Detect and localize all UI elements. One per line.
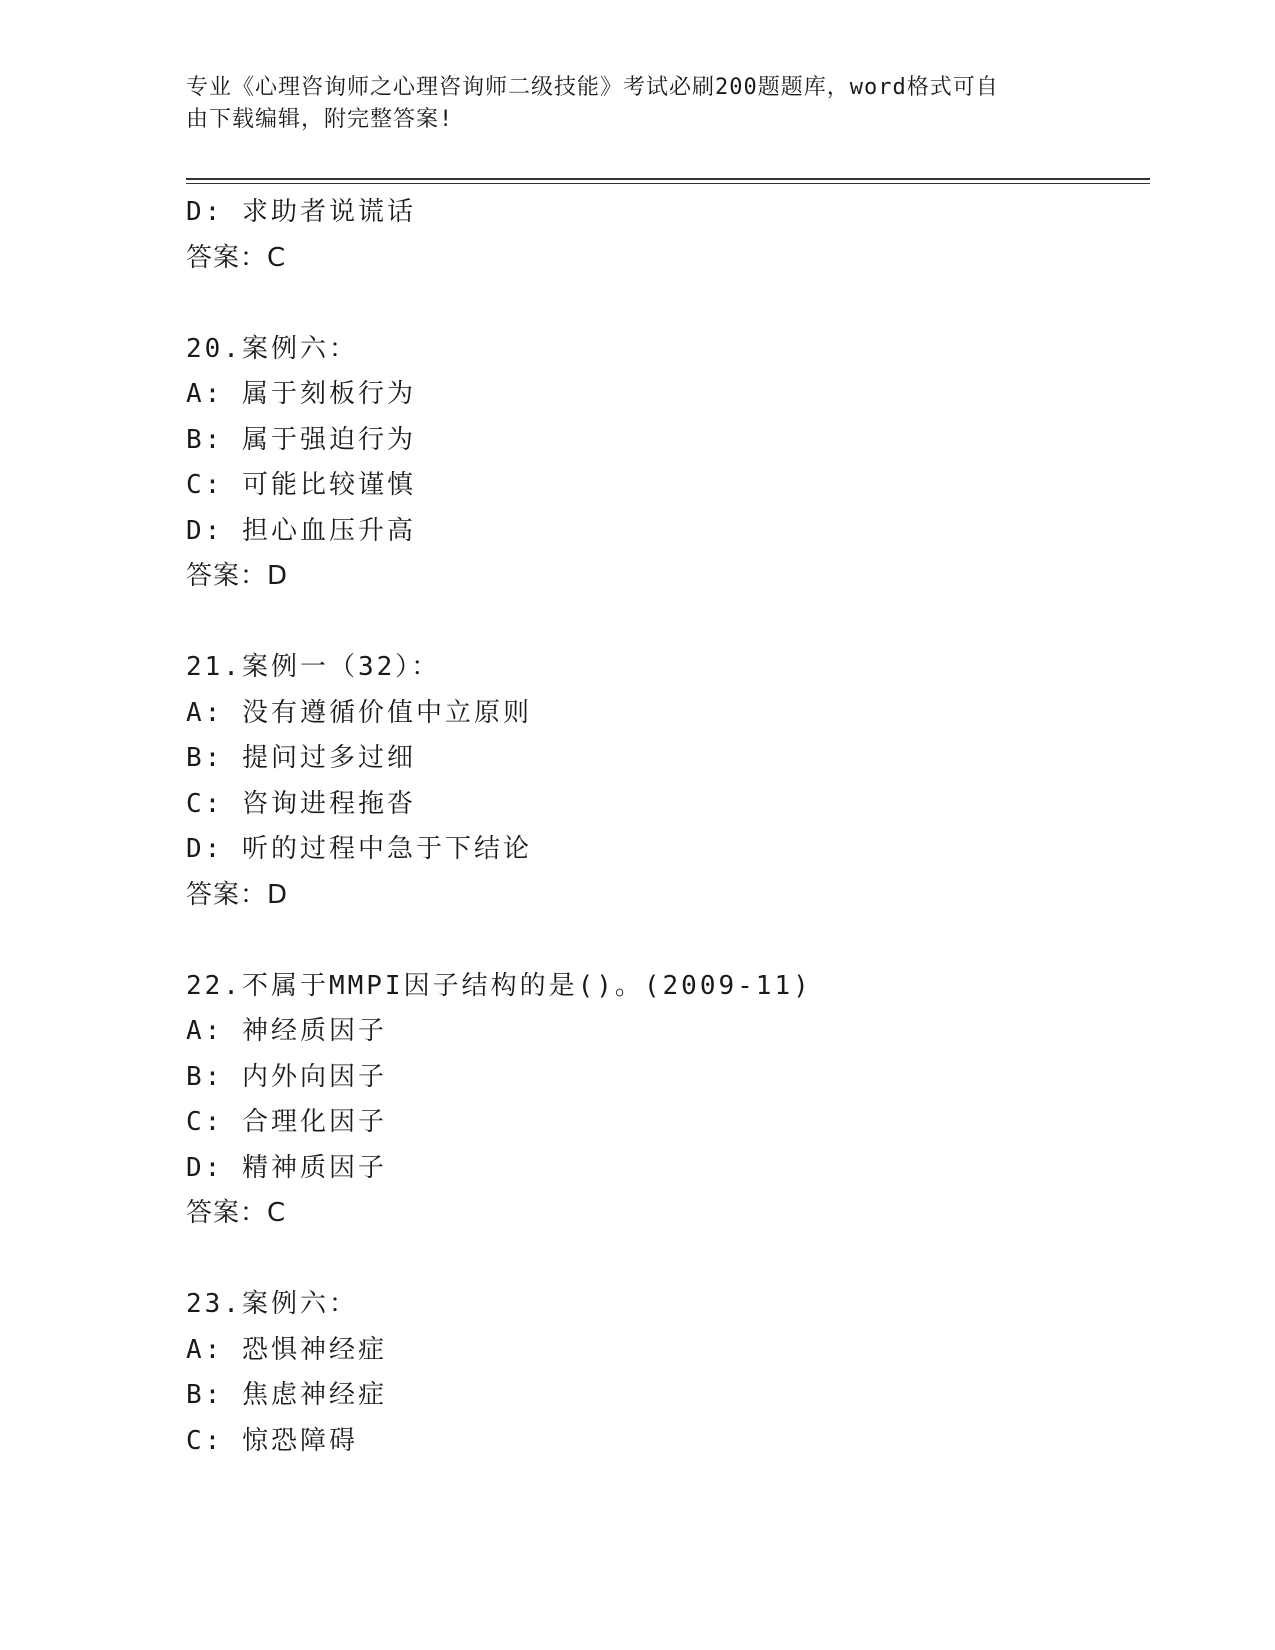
question-stem: 21.案例一（32）： — [186, 652, 441, 682]
option-a: A: 没有遵循价值中立原则 — [186, 697, 532, 728]
question-stem: 20.案例六： — [186, 333, 358, 364]
question-stem: 23.案例六： — [186, 1289, 358, 1319]
option-d: D: 精神质因子 — [186, 1152, 387, 1183]
option-d: D: 听的过程中急于下结论 — [186, 834, 532, 864]
option-d: D: 求助者说谎话 — [186, 197, 416, 227]
header-line-1: 专业《心理咨询师之心理咨询师二级技能》考试必刷200题题库，word格式可自 — [186, 75, 999, 100]
option-c: C: 可能比较谨慎 — [186, 470, 416, 500]
option-a: A: 恐惧神经症 — [186, 1334, 387, 1365]
option-d: D: 担心血压升高 — [186, 515, 416, 546]
question-stem: 22.不属于MMPI因子结构的是()。(2009-11) — [186, 970, 812, 1001]
option-b: B: 属于强迫行为 — [186, 424, 416, 455]
option-b: B: 内外向因子 — [186, 1061, 387, 1092]
option-b: B: 提问过多过细 — [186, 743, 416, 773]
answer: 答案：D — [186, 879, 289, 910]
answer: 答案：C — [186, 1198, 287, 1228]
option-a: A: 神经质因子 — [186, 1016, 387, 1046]
header-line-2: 由下载编辑，附完整答案! — [186, 107, 454, 132]
option-c: C: 惊恐障碍 — [186, 1425, 358, 1456]
header-divider — [186, 178, 1150, 184]
question-list — [186, 190, 1146, 1464]
answer: 答案：D — [186, 561, 289, 591]
document-header — [186, 72, 1066, 136]
option-a: A: 属于刻板行为 — [186, 379, 416, 409]
option-c: C: 咨询进程拖沓 — [186, 788, 416, 819]
answer: 答案：C — [186, 242, 287, 273]
option-b: B: 焦虑神经症 — [186, 1380, 387, 1410]
option-c: C: 合理化因子 — [186, 1107, 387, 1137]
